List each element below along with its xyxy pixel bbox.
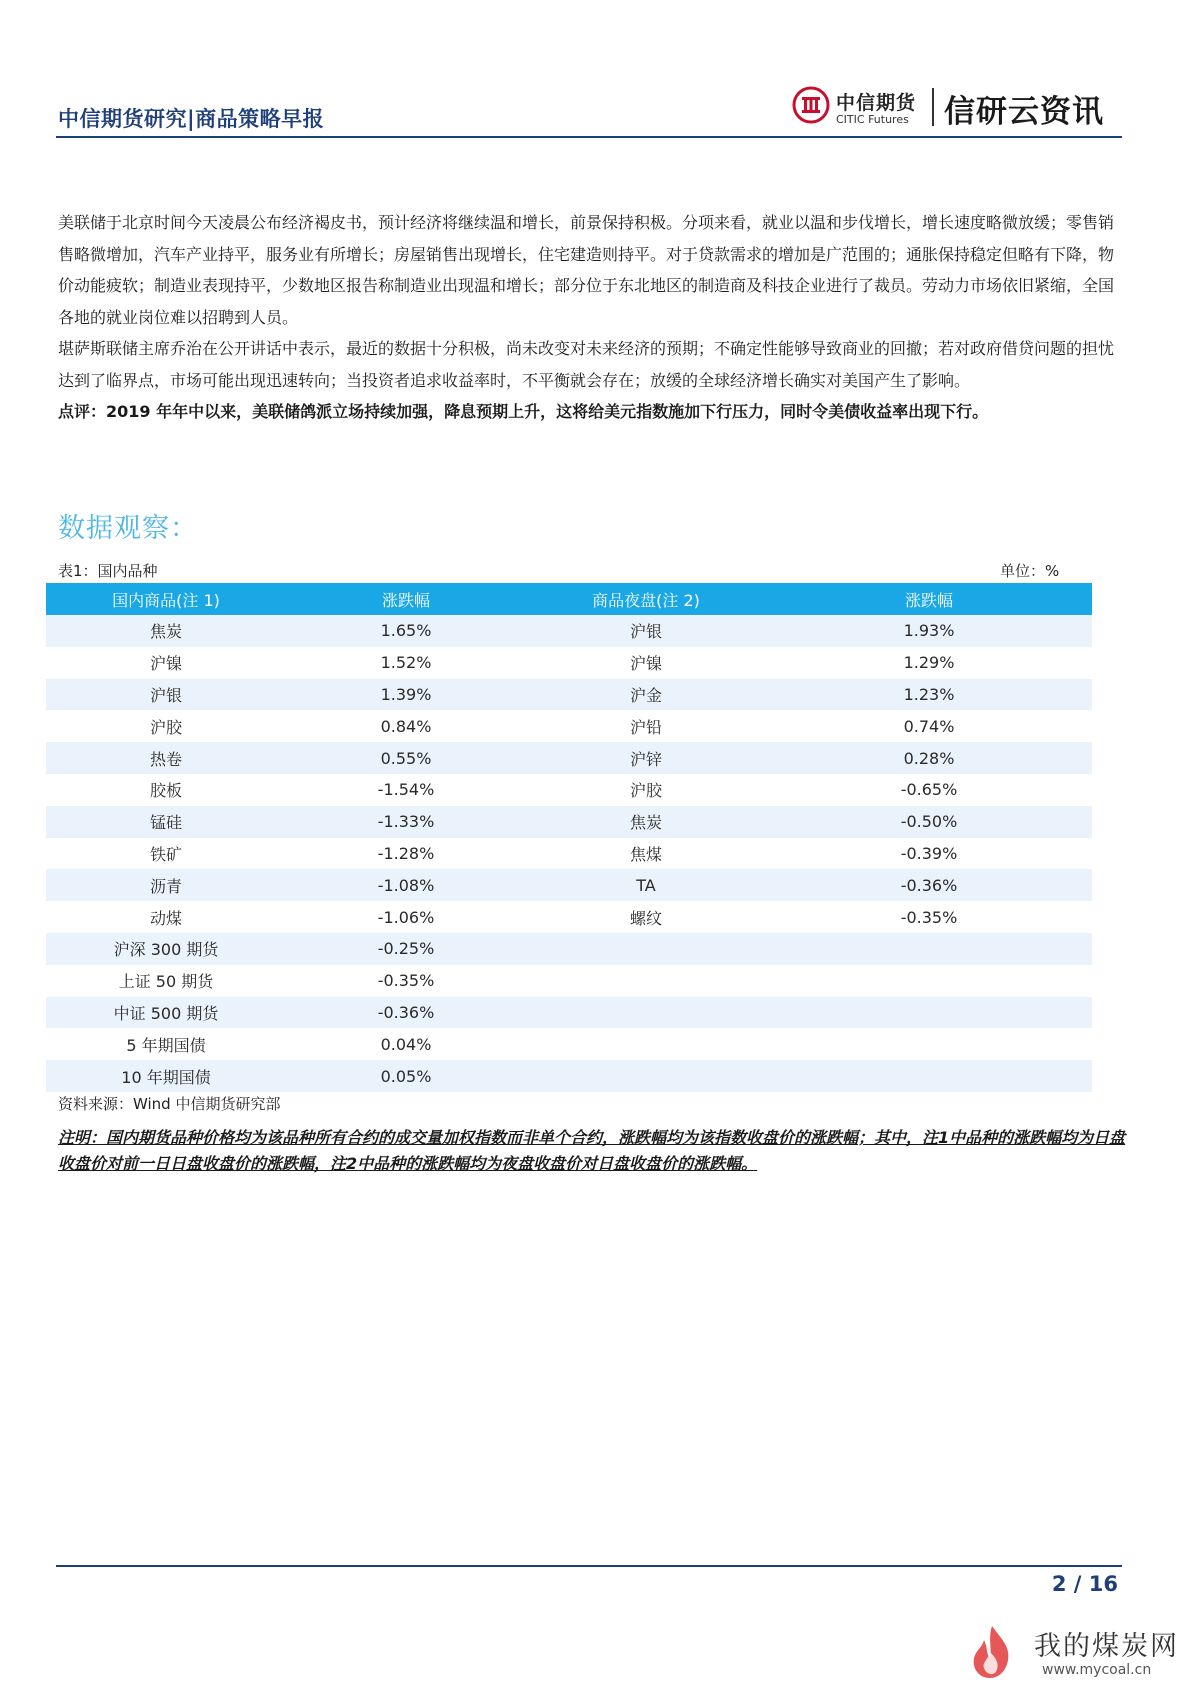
header-change-1: 涨跌幅 bbox=[286, 583, 526, 615]
cell-night-name: 沪镍 bbox=[526, 647, 766, 679]
cell-night-name: 沪胶 bbox=[526, 774, 766, 806]
article-body bbox=[58, 207, 1124, 428]
citic-emblem-icon bbox=[792, 86, 830, 124]
table-row bbox=[46, 933, 1092, 965]
cell-domestic-name: 热卷 bbox=[46, 742, 286, 774]
cell-night-name bbox=[526, 933, 766, 965]
cell-night-change: -0.35% bbox=[766, 901, 1092, 933]
cell-domestic-name: 沥青 bbox=[46, 869, 286, 901]
cell-night-name bbox=[526, 1028, 766, 1060]
commentary: 点评：2019 年年中以来，美联储鸽派立场持续加强，降息预期上升，这将给美元指数施加下行压力，同时令美债收益率出现下行。 bbox=[58, 402, 989, 421]
cell-domestic-name: 上证 50 期货 bbox=[46, 965, 286, 997]
cell-domestic-name: 沪银 bbox=[46, 679, 286, 711]
cell-domestic-change: -1.06% bbox=[286, 901, 526, 933]
table-caption: 表1：国内品种 bbox=[58, 562, 158, 580]
footer-rule bbox=[56, 1565, 1122, 1567]
watermark-text: 我的煤炭网 bbox=[1034, 1631, 1179, 1662]
cell-night-name: 焦煤 bbox=[526, 838, 766, 870]
cell-night-name bbox=[526, 1060, 766, 1092]
brand-name: 信研云资讯 bbox=[944, 94, 1104, 130]
cell-night-name: 沪金 bbox=[526, 679, 766, 711]
cell-domestic-change: -1.08% bbox=[286, 869, 526, 901]
header-rule bbox=[56, 136, 1122, 138]
table-unit: 单位：% bbox=[1000, 562, 1060, 580]
table-header-row bbox=[46, 583, 1092, 615]
table-row bbox=[46, 615, 1092, 647]
table-row bbox=[46, 1028, 1092, 1060]
paragraph-kansas-fed: 堪萨斯联储主席乔治在公开讲话中表示，最近的数据十分积极，尚未改变对未来经济的预期；不确定性能够导致商业的回撤；若对政府借贷问题的担忧达到了临界点，市场可能出现迅速转向；当投资者追求收益率时，不平衡就会存在；放缓的全球经济增长确实对美国产生了影响。 bbox=[58, 339, 1115, 390]
section-heading: 数据观察： bbox=[58, 513, 198, 544]
cell-night-name: 沪锌 bbox=[526, 742, 766, 774]
header-domestic: 国内商品(注 1) bbox=[46, 583, 286, 615]
table-note: 注明：国内期货品种价格均为该品种所有合约的成交量加权指数而非单个合约，涨跌幅均为该指数收盘价的涨跌幅；其中，注1中品种的涨跌幅均为日盘收盘价对前一日日盘收盘价的涨跌幅，注2中品种的涨跌幅均为夜盘收盘价对日盘收盘价的涨跌幅。 bbox=[58, 1128, 1126, 1173]
cell-domestic-name: 锰硅 bbox=[46, 806, 286, 838]
cell-domestic-change: -0.25% bbox=[286, 933, 526, 965]
table-row bbox=[46, 838, 1092, 870]
flame-logo-icon bbox=[960, 1622, 1024, 1682]
cell-night-change: 1.23% bbox=[766, 679, 1092, 711]
cell-night-change: -0.36% bbox=[766, 869, 1092, 901]
cell-night-change bbox=[766, 1060, 1092, 1092]
cell-domestic-change: -1.28% bbox=[286, 838, 526, 870]
citic-logo bbox=[792, 86, 1122, 132]
cell-domestic-name: 沪胶 bbox=[46, 710, 286, 742]
cell-night-name: 螺纹 bbox=[526, 901, 766, 933]
table-row bbox=[46, 997, 1092, 1029]
cell-night-name bbox=[526, 997, 766, 1029]
cell-night-change: -0.39% bbox=[766, 838, 1092, 870]
table-row bbox=[46, 901, 1092, 933]
cell-night-change: 0.28% bbox=[766, 742, 1092, 774]
cell-night-name bbox=[526, 965, 766, 997]
cell-night-change bbox=[766, 1028, 1092, 1060]
logo-cn-text: 中信期货 bbox=[836, 92, 917, 114]
cell-domestic-name: 动煤 bbox=[46, 901, 286, 933]
cell-domestic-name: 胶板 bbox=[46, 774, 286, 806]
cell-night-change bbox=[766, 965, 1092, 997]
cell-night-name: 焦炭 bbox=[526, 806, 766, 838]
report-title: 中信期货研究|商品策略早报 bbox=[58, 107, 325, 131]
paragraph-beige-book: 美联储于北京时间今天凌晨公布经济褐皮书，预计经济将继续温和增长，前景保持积极。分项来看，就业以温和步伐增长，增长速度略微放缓；零售销售略微增加，汽车产业持平，服务业有所增长；房屋销售出现增长，住宅建造则持平。对于贷款需求的增加是广范围的；通胀保持稳定但略有下降，物价动能疲软；制造业表现持平，少数地区报告称制造业出现温和增长；部分位于东北地区的制造商及科技企业进行了裁员。劳动力市场依旧紧缩，全国各地的就业岗位难以招聘到人员。 bbox=[58, 213, 1115, 327]
cell-domestic-name: 10 年期国债 bbox=[46, 1060, 286, 1092]
table-row bbox=[46, 806, 1092, 838]
cell-domestic-change: -1.54% bbox=[286, 774, 526, 806]
table-row bbox=[46, 742, 1092, 774]
cell-domestic-change: 0.84% bbox=[286, 710, 526, 742]
table-row bbox=[46, 710, 1092, 742]
cell-domestic-change: -0.36% bbox=[286, 997, 526, 1029]
cell-domestic-change: 0.05% bbox=[286, 1060, 526, 1092]
cell-domestic-name: 沪镍 bbox=[46, 647, 286, 679]
cell-domestic-change: 0.55% bbox=[286, 742, 526, 774]
cell-domestic-change: 1.65% bbox=[286, 615, 526, 647]
cell-night-change: -0.50% bbox=[766, 806, 1092, 838]
header-change-2: 涨跌幅 bbox=[766, 583, 1092, 615]
cell-night-name: TA bbox=[526, 869, 766, 901]
watermark-url: www.mycoal.cn bbox=[1042, 1662, 1152, 1678]
cell-night-change: 0.74% bbox=[766, 710, 1092, 742]
cell-night-change bbox=[766, 933, 1092, 965]
cell-domestic-name: 中证 500 期货 bbox=[46, 997, 286, 1029]
table-row bbox=[46, 869, 1092, 901]
cell-domestic-change: 1.39% bbox=[286, 679, 526, 711]
cell-domestic-name: 5 年期国债 bbox=[46, 1028, 286, 1060]
cell-night-name: 沪铅 bbox=[526, 710, 766, 742]
cell-night-change bbox=[766, 997, 1092, 1029]
commodity-table bbox=[46, 583, 1092, 1092]
cell-night-change: -0.65% bbox=[766, 774, 1092, 806]
page-number: 2 / 16 bbox=[1051, 1572, 1118, 1596]
cell-domestic-change: 1.52% bbox=[286, 647, 526, 679]
cell-domestic-change: 0.04% bbox=[286, 1028, 526, 1060]
cell-domestic-change: -0.35% bbox=[286, 965, 526, 997]
cell-domestic-change: -1.33% bbox=[286, 806, 526, 838]
table-row bbox=[46, 965, 1092, 997]
table-row bbox=[46, 647, 1092, 679]
header-night: 商品夜盘(注 2) bbox=[526, 583, 766, 615]
table-row bbox=[46, 1060, 1092, 1092]
logo-en-text: CITIC Futures bbox=[836, 113, 909, 126]
cell-domestic-name: 焦炭 bbox=[46, 615, 286, 647]
cell-night-change: 1.93% bbox=[766, 615, 1092, 647]
table-row bbox=[46, 679, 1092, 711]
cell-domestic-name: 铁矿 bbox=[46, 838, 286, 870]
table-row bbox=[46, 774, 1092, 806]
site-watermark bbox=[960, 1618, 1190, 1688]
cell-night-change: 1.29% bbox=[766, 647, 1092, 679]
cell-night-name: 沪银 bbox=[526, 615, 766, 647]
table-source: 资料来源：Wind 中信期货研究部 bbox=[58, 1095, 281, 1113]
cell-domestic-name: 沪深 300 期货 bbox=[46, 933, 286, 965]
logo-divider bbox=[932, 88, 934, 126]
